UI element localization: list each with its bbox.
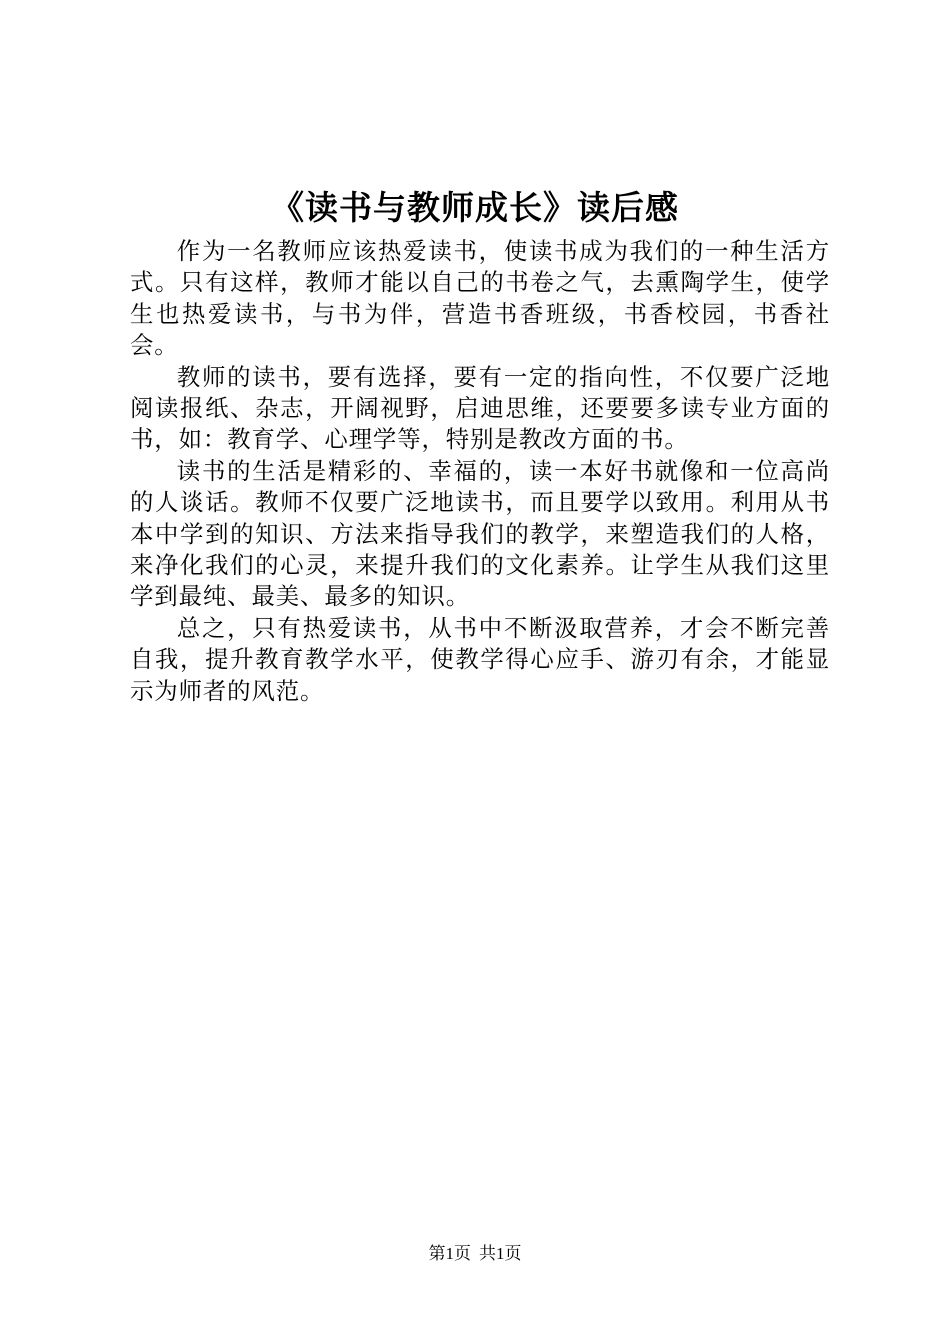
paragraph: 作为一名教师应该热爱读书，使读书成为我们的一种生活方式。只有这样，教师才能以自己的书卷之气，去熏陶学生，使学生也热爱读书，与书为伴，营造书香班级，书香校园，书香社会。 (130, 237, 830, 360)
document-title: 《读书与教师成长》读后感 (271, 188, 679, 227)
document-body (130, 236, 830, 707)
page-footer (0, 1242, 950, 1266)
paragraph: 读书的生活是精彩的、幸福的，读一本好书就像和一位高尚的人谈话。教师不仅要广泛地读书，而且要学以致用。利用从书本中学到的知识、方法来指导我们的教学，来塑造我们的人格，来净化我们的心灵，来提升我们的文化素养。让学生从我们这里学到最纯、最美、最多的知识。 (130, 456, 830, 611)
paragraph: 教师的读书，要有选择，要有一定的指向性，不仅要广泛地阅读报纸、杂志，开阔视野，启迪思维，还要要多读专业方面的书，如：教育学、心理学等，特别是教改方面的书。 (130, 362, 830, 454)
page-total: 共1页 (479, 1244, 522, 1263)
page-number: 第1页 (428, 1244, 471, 1263)
paragraph: 总之，只有热爱读书，从书中不断汲取营养，才会不断完善自我，提升教育教学水平，使教学得心应手、游刃有余，才能显示为师者的风范。 (130, 613, 830, 705)
